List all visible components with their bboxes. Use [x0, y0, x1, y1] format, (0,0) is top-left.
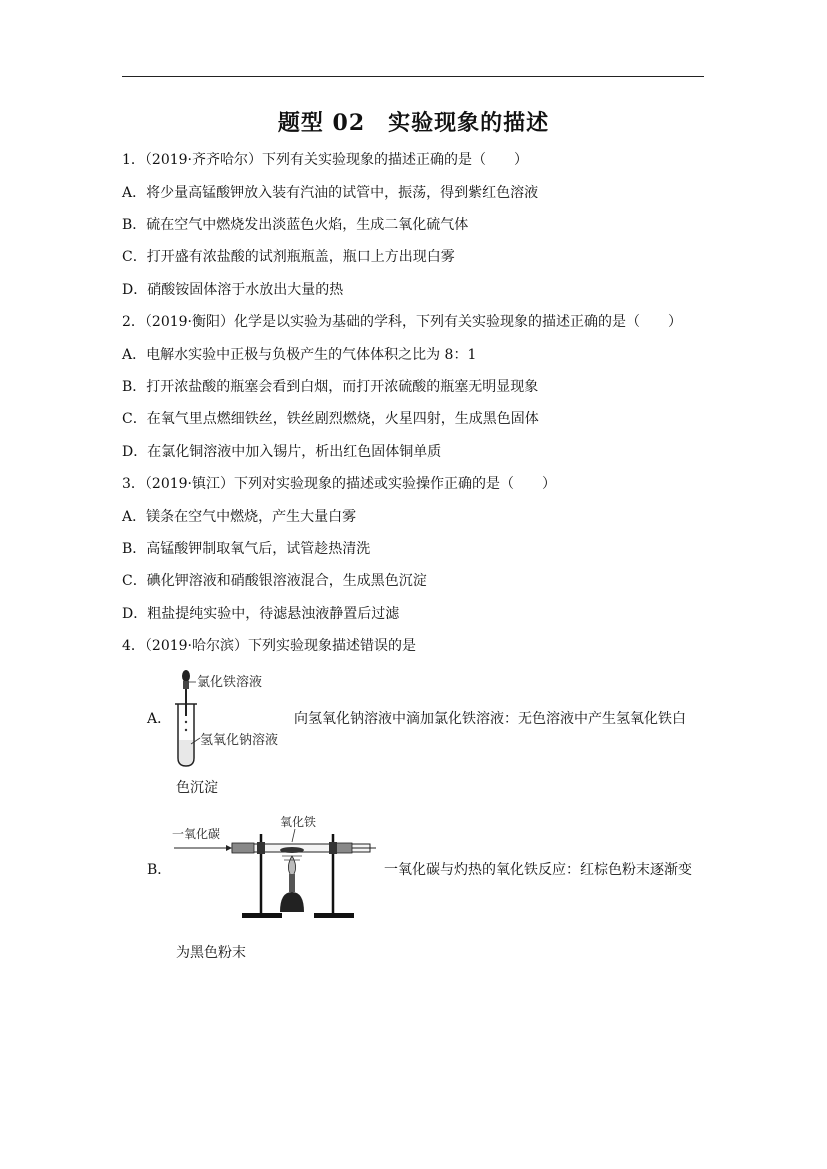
- q2-option-b: B．打开浓盐酸的瓶塞会看到白烟，而打开浓硫酸的瓶塞无明显现象: [122, 379, 539, 395]
- q2-option-c: C．在氧气里点燃细铁丝，铁丝剧烈燃烧，火星四射，生成黑色固体: [122, 411, 539, 427]
- right-stand-base-icon: [314, 913, 354, 918]
- q1-stem: 1．（2019·齐齐哈尔）下列有关实验现象的描述正确的是（ ）: [122, 152, 528, 168]
- header-rule: [122, 76, 704, 77]
- flame-icon: [288, 856, 295, 876]
- q4-option-a-letter: A．: [147, 711, 172, 727]
- co-reduction-apparatus-figure: [170, 812, 378, 922]
- q4-option-b-letter: B．: [147, 862, 172, 878]
- q1-option-a: A．将少量高锰酸钾放入装有汽油的试管中，振荡，得到紫红色溶液: [122, 185, 539, 201]
- fig-label-ferric-chloride: 氯化铁溶液: [197, 675, 263, 690]
- q4-stem: 4．（2019·哈尔滨）下列实验现象描述错误的是: [122, 638, 416, 654]
- q1-option-d: D．硝酸铵固体溶于水放出大量的热: [122, 282, 344, 298]
- q4-option-a-text: 向氢氧化钠溶液中滴加氯化铁溶液：无色溶液中产生氢氧化铁白: [294, 711, 686, 727]
- q2-stem: 2．（2019·衡阳）化学是以实验为基础的学科，下列有关实验现象的描述正确的是（ ）: [122, 314, 682, 330]
- fig-label-sodium-hydroxide: 氢氧化钠溶液: [200, 733, 279, 748]
- q3-option-a: A．镁条在空气中燃烧，产生大量白雾: [122, 509, 357, 525]
- q3-stem: 3．（2019·镇江）下列对实验现象的描述或实验操作正确的是（ ）: [122, 476, 556, 492]
- q3-option-c: C．碘化钾溶液和硝酸银溶液混合，生成黑色沉淀: [122, 573, 427, 589]
- q4-option-a-cont: 色沉淀: [176, 780, 218, 796]
- q2-option-d: D．在氯化铜溶液中加入锡片，析出红色固体铜单质: [122, 444, 442, 460]
- dropper-bulb-icon: [182, 670, 190, 682]
- q1-option-c: C．打开盛有浓盐酸的试剂瓶瓶盖，瓶口上方出现白雾: [122, 249, 455, 265]
- burner-tube-icon: [289, 874, 295, 892]
- q4-option-b-text: 一氧化碳与灼热的氧化铁反应：红棕色粉末逐渐变: [384, 862, 692, 878]
- q1-option-b: B．硫在空气中燃烧发出淡蓝色火焰，生成二氧化硫气体: [122, 217, 469, 233]
- q4-option-b-cont: 为黑色粉末: [176, 945, 246, 961]
- q3-option-d: D．粗盐提纯实验中，待滤悬浊液静置后过滤: [122, 606, 400, 622]
- q2-option-a: A．电解水实验中正极与负极产生的气体体积之比为 8：1: [122, 347, 477, 363]
- test-tube-figure: [170, 668, 292, 770]
- alcohol-burner-icon: [280, 892, 304, 912]
- q3-option-b: B．高锰酸钾制取氧气后，试管趁热清洗: [122, 541, 371, 557]
- page-title: 题型 02 实验现象的描述: [277, 110, 550, 136]
- fig-label-iron-oxide: 氧化铁: [280, 815, 317, 829]
- fig-label-carbon-monoxide: 一氧化碳: [172, 827, 221, 841]
- left-stand-base-icon: [242, 913, 282, 918]
